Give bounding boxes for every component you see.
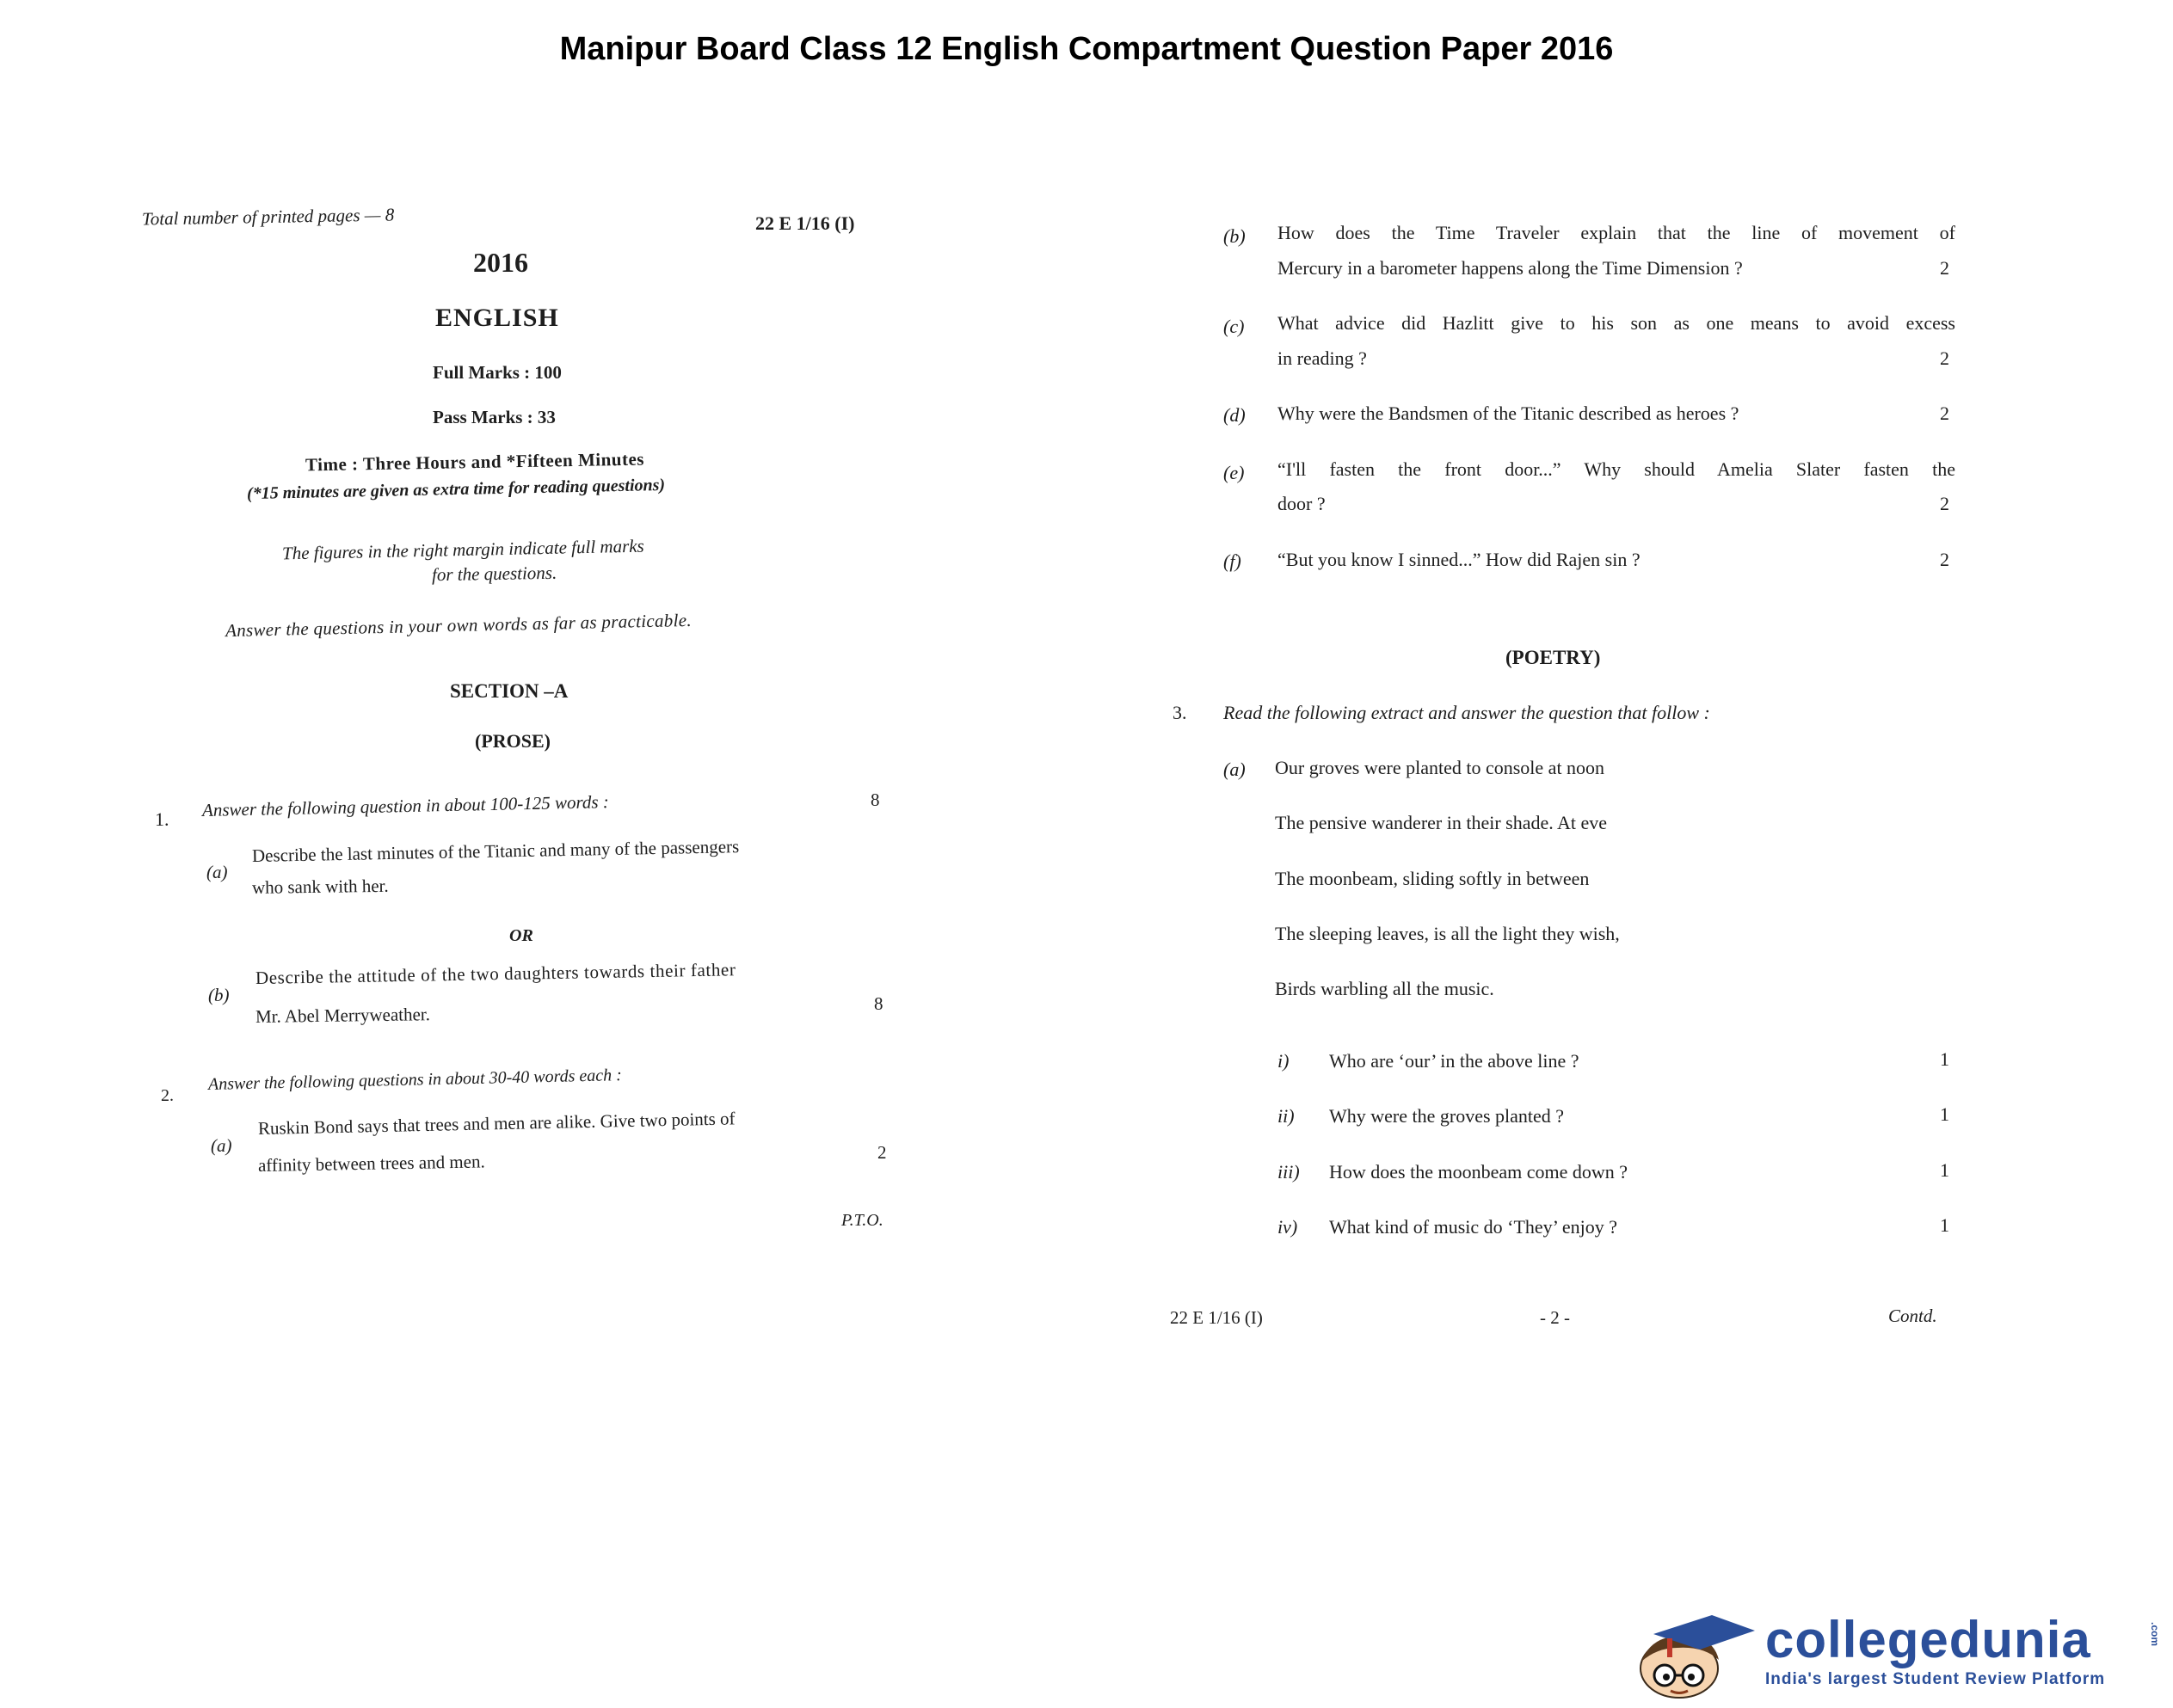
q2f-line1: “But you know I sinned...” How did Rajen sin ? [1277,549,1641,570]
poem-line1: Our groves were planted to console at noon [1275,757,1605,778]
q2d-label: (d) [1223,404,1246,426]
q1b-line1: Describe the attitude of the two daughters towards their father [255,959,736,988]
q2c-line1: What advice did Hazlitt give to his son as one means to avoid excess [1277,312,1955,334]
q2e-marks: 2 [1940,493,1949,514]
q3-instruction: Read the following extract and answer the question that follow : [1223,702,1710,723]
q2d-marks: 2 [1940,402,1949,424]
q3a-label: (a) [1223,759,1246,780]
q3-sub4-marks: 1 [1940,1214,1949,1236]
page-title: Manipur Board Class 12 English Compartment Question Paper 2016 [559,31,1614,67]
right-page [1170,215,1961,1350]
exam-time: Time : Three Hours and *Fifteen Minutes [305,448,645,476]
q1b-line2: Mr. Abel Merryweather. [255,1004,431,1027]
q3-sub3-label: iii) [1277,1161,1300,1183]
poem-line4: The sleeping leaves, is all the light they wish, [1275,923,1620,944]
q3-sub4-label: iv) [1277,1216,1298,1238]
q1b-marks: 8 [874,993,883,1014]
q1-instruction: Answer the following question in about 100-125 words : [201,791,610,820]
q2b-line1: How does the Time Traveler explain that the line of movement of [1277,222,1955,243]
poem-line5: Birds warbling all the music. [1275,978,1494,999]
left-page [129,194,903,1277]
q2-number: 2. [161,1086,174,1105]
exam-year: 2016 [473,247,528,278]
footer-contd: Contd. [1888,1306,1937,1326]
q1-marks: 8 [871,789,880,810]
q2a-line2: affinity between trees and men. [257,1151,485,1176]
q2d-line1: Why were the Bandsmen of the Titanic described as heroes ? [1277,402,1739,424]
or-divider: OR [509,926,533,945]
q3-number: 3. [1173,702,1187,723]
prose-heading: (PROSE) [475,730,551,752]
pto-note: P.T.O. [841,1211,883,1230]
q2-instruction: Answer the following questions in about 30-40 words each : [207,1066,623,1094]
logo-brand-text: collegedunia [1765,1611,2091,1668]
q1a-line1: Describe the last minutes of the Titanic and many of the passengers [251,836,740,866]
q2b-label: (b) [1223,225,1246,247]
footer-code: 22 E 1/16 (I) [1170,1307,1263,1328]
q3-sub2-marks: 1 [1940,1103,1949,1125]
logo-tagline: India's largest Student Review Platform [1765,1670,2106,1688]
subject-heading: ENGLISH [435,304,559,332]
q3-sub3-text: How does the moonbeam come down ? [1329,1161,1628,1183]
collegedunia-logo [1617,1611,2168,1703]
printed-pages: Total number of printed pages — 8 [141,204,395,230]
q2f-label: (f) [1223,550,1241,572]
q2e-line1: “I'll fasten the front door...” Why should Amelia Slater fasten the [1277,458,1955,480]
q1a-label: (a) [206,862,228,882]
footer-page-number: - 2 - [1540,1307,1570,1328]
q2e-line2: door ? [1277,493,1326,514]
logo-dotcom: .com [2149,1622,2161,1647]
q2f-marks: 2 [1940,549,1949,570]
q3-sub2-text: Why were the groves planted ? [1329,1105,1565,1127]
pass-marks: Pass Marks : 33 [433,407,556,427]
q2c-marks: 2 [1940,347,1949,369]
q3-sub3-marks: 1 [1940,1159,1949,1181]
paper-code: 22 E 1/16 (I) [755,212,855,234]
poem-line2: The pensive wanderer in their shade. At eve [1275,812,1608,833]
q2a-marks: 2 [877,1142,887,1163]
full-marks: Full Marks : 100 [433,362,562,383]
poem-line3: The moonbeam, sliding softly in between [1275,868,1590,889]
answer-instruction: Answer the questions in your own words as far as practicable. [225,609,693,642]
q2c-line2: in reading ? [1277,347,1367,369]
poetry-heading: (POETRY) [1505,647,1601,668]
q2a-line1: Ruskin Bond says that trees and men are alike. Give two points of [257,1108,736,1139]
q3-sub1-marks: 1 [1940,1048,1949,1070]
q2a-label: (a) [211,1135,232,1156]
q2b-marks: 2 [1940,257,1949,279]
q2e-label: (e) [1223,462,1245,483]
figures-note-line1: The figures in the right margin indicate full marks [281,535,644,564]
mascot-icon [1617,1608,1764,1699]
q2c-label: (c) [1223,316,1245,337]
q3-sub1-text: Who are ‘our’ in the above line ? [1329,1050,1579,1072]
section-heading: SECTION –A [450,680,569,702]
q1a-line2: who sank with her. [251,875,389,898]
q1-number: 1. [155,808,169,830]
extra-time-note: (*15 minutes are given as extra time for reading questions) [246,475,666,504]
q3-sub1-label: i) [1277,1050,1290,1072]
q1b-label: (b) [208,985,230,1005]
q3-sub2-label: ii) [1277,1105,1295,1127]
q2b-line2: Mercury in a barometer happens along the Time Dimension ? [1277,257,1743,279]
figures-note-line2: for the questions. [431,562,557,586]
q3-sub4-text: What kind of music do ‘They’ enjoy ? [1329,1216,1617,1238]
